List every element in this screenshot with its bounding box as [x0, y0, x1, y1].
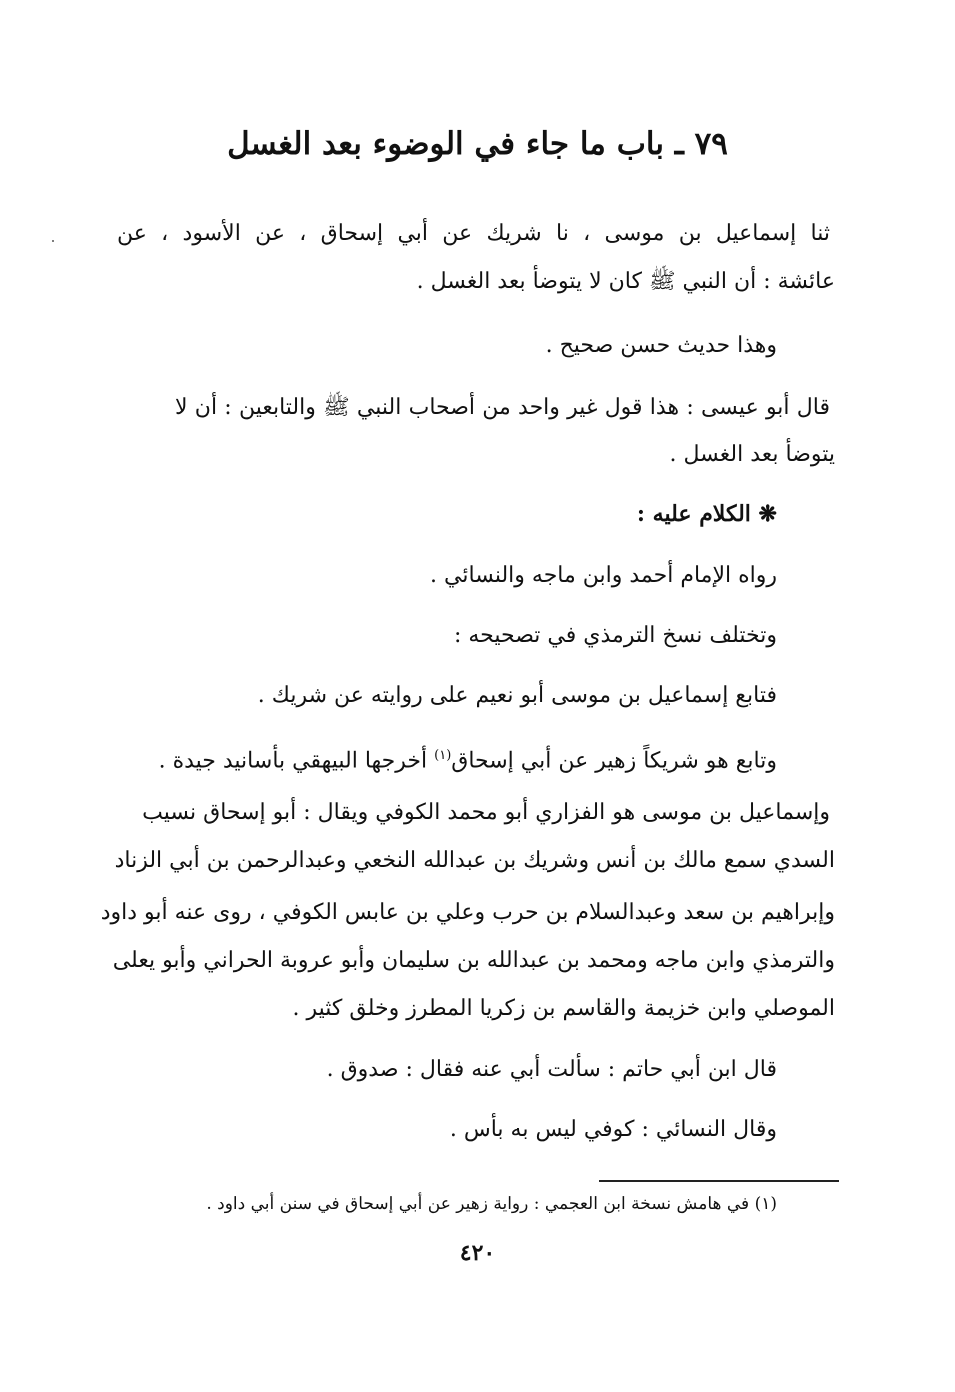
footnote-separator [599, 1180, 839, 1182]
scan-speck [52, 240, 54, 242]
text-line: وإبراهيم بن سعد وعبدالسلام بن حرب وعلي بن عابس الكوفي ، روى عنه أبو داود [100, 900, 835, 925]
text-line: السدي سمع مالك بن أنس وشريك بن عبدالله النخعي وعبدالرحمن بن أبي الزناد [114, 848, 835, 873]
text-line: رواه الإمام أحمد وابن ماجه والنسائي . [430, 563, 777, 588]
text-line: وهذا حديث حسن صحيح . [545, 333, 777, 358]
text-line: قال أبو عيسى : هذا قول غير واحد من أصحاب النبي ﷺ والتابعين : أن لا [175, 395, 830, 420]
text-line: وتختلف نسخ الترمذي في تصحيحه : [453, 623, 777, 648]
text-line: ثنا إسماعيل بن موسى ، نا شريك عن أبي إسحاق ، عن الأسود ، عن [117, 221, 830, 246]
text-line: والترمذي وابن ماجه ومحمد بن عبدالله بن سليمان وأبو عروبة الحراني وأبو يعلى [112, 948, 835, 973]
page-number: ٤٢٠ [459, 1240, 496, 1266]
text-line: يتوضأ بعد الغسل . [669, 442, 835, 467]
text-line: عائشة : أن النبي ﷺ كان لا يتوضأ بعد الغسل . [416, 269, 835, 294]
footnote: (١) في هامش نسخة ابن العجمي : رواية زهير عن أبي إسحاق في سنن أبي داود . [206, 1194, 777, 1214]
text-segment: أخرجها البيهقي بأسانيد جيدة . [158, 748, 435, 774]
chapter-title: ٧٩ ـ باب ما جاء في الوضوء بعد الغسل [227, 126, 728, 162]
text-line: قال ابن أبي حاتم : سألت أبي عنه فقال : صدوق . [326, 1057, 777, 1082]
footnote-marker: (١) [434, 748, 452, 763]
text-line-footnoted [159, 741, 777, 776]
text-line: وقال النسائي : كوفي ليس به بأس . [449, 1117, 777, 1142]
text-line: فتابع إسماعيل بن موسى أبو نعيم على روايته عن شريك . [257, 683, 777, 708]
text-segment: وتابع هو شريكاً زهير عن أبي إسحاق [451, 748, 777, 774]
text-line: وإسماعيل بن موسى هو الفزاري أبو محمد الكوفي ويقال : أبو إسحاق نسيب [142, 800, 830, 825]
text-line: الموصلي وابن خزيمة والقاسم بن زكريا المطرز وخلق كثير . [292, 996, 835, 1021]
section-heading: ❋ الكلام عليه : [636, 501, 777, 527]
